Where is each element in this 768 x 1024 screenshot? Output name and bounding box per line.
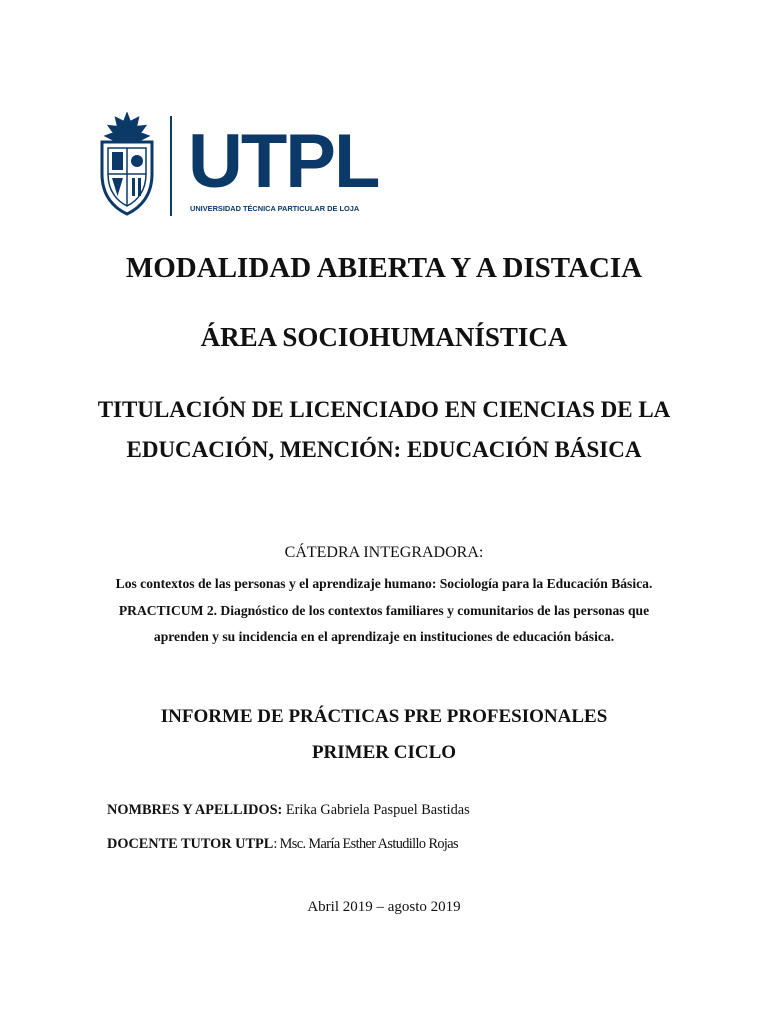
course-description: Los contextos de las personas y el aprendizaje humano: Sociología para la Educación Básica. PRACTICUM 2. Diagnóstico de los contextos familiares y comunitarios de las personas que aprenden y su incidencia en el aprendizaje en instituciones de educación básica. [115, 576, 653, 644]
logo-wordmark: UTPL [188, 119, 379, 204]
student-field [107, 800, 470, 820]
student-label: NOMBRES Y APELLIDOS: [107, 802, 283, 818]
tutor-name: : Msc. María Esther Astudillo Rojas [273, 836, 459, 852]
degree-title: TITULACIÓN DE LICENCIADO EN CIENCIAS DE LA EDUCACIÓN, MENCIÓN: EDUCACIÓN BÁSICA [97, 397, 671, 462]
logo-divider [170, 116, 172, 216]
modality-title: MODALIDAD ABIERTA Y A DISTACIA [125, 252, 643, 284]
area-title: ÁREA SOCIOHUMANÍSTICA [200, 322, 568, 352]
university-crest-icon [96, 112, 158, 216]
report-title: INFORME DE PRÁCTICAS PRE PROFESIONALES [160, 706, 608, 727]
report-cycle: PRIMER CICLO [311, 742, 457, 763]
utpl-logo [96, 112, 379, 220]
period-date: Abril 2019 – agosto 2019 [307, 899, 461, 915]
logo-subtitle: UNIVERSIDAD TÉCNICA PARTICULAR DE LOJA [190, 204, 360, 213]
student-name: Erika Gabriela Paspuel Bastidas [282, 802, 470, 818]
course-label: CÁTEDRA INTEGRADORA: [284, 544, 484, 561]
tutor-field [107, 834, 458, 854]
tutor-label: DOCENTE TUTOR UTPL [107, 836, 274, 852]
